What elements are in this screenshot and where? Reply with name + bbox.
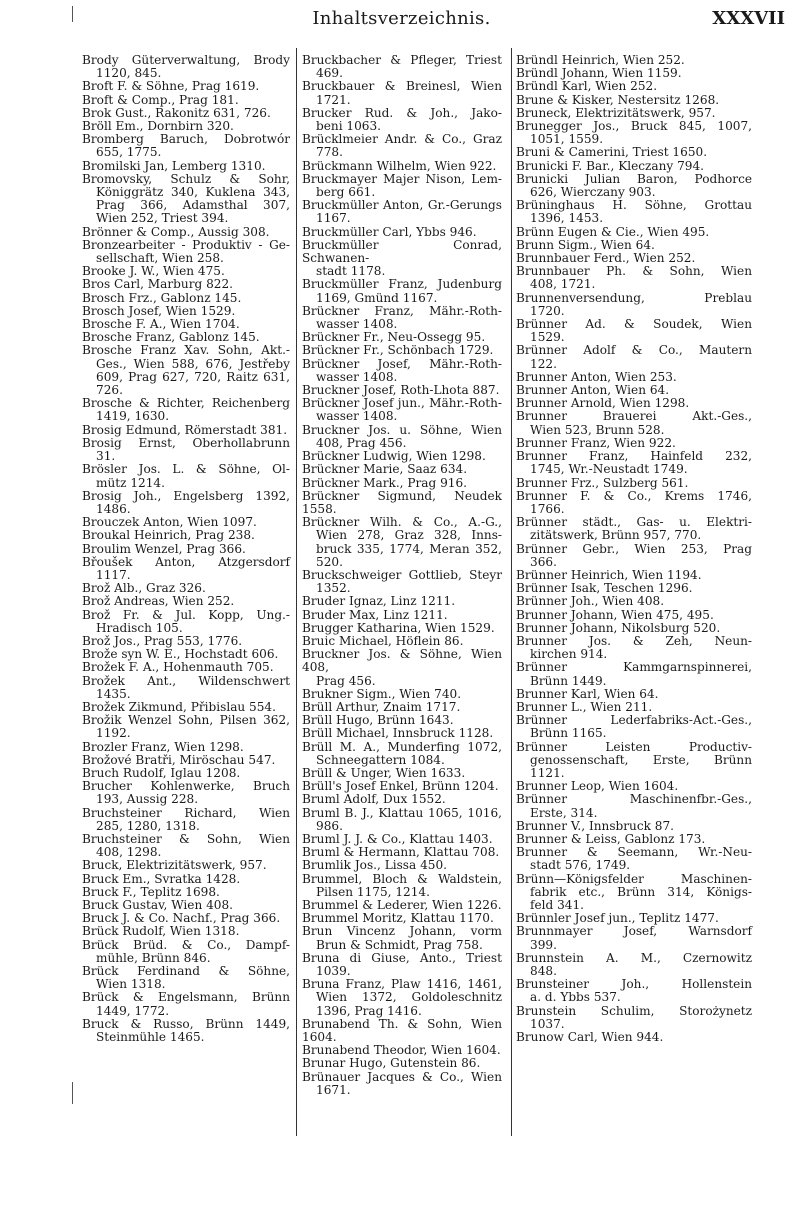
index-entry: Brünner städt., Gas- u. Elektri- <box>516 515 752 530</box>
index-entry-continuation: Brünn 1449. <box>530 673 607 688</box>
index-entry: Brunsteiner Joh., Hollenstein <box>516 977 752 992</box>
index-entry: Bruckbauer & Breinesl, Wien <box>302 79 502 94</box>
index-entry-continuation: beni 1063. <box>316 119 382 134</box>
index-entry: Brok Gust., Rakonitz 631, 726. <box>82 105 271 120</box>
index-entry: Bruchsteiner Richard, Wien <box>82 805 290 820</box>
index-entry: Bruck Gustav, Wien 408. <box>82 898 234 912</box>
index-entry-continuation: 1529. <box>530 330 565 345</box>
index-entry: Brüll Michael, Innsbruck 1128. <box>302 726 494 741</box>
index-entry-continuation: wasser 1408. <box>316 409 398 424</box>
index-entry-continuation: Erste, 314. <box>530 805 598 820</box>
index-entry: Bruchsteiner & Sohn, Wien <box>82 831 290 846</box>
index-entry: Bruneck, Elektrizitätswerk, 957. <box>516 105 716 120</box>
index-entry: Brunnmayer Josef, Warnsdorf <box>516 924 752 939</box>
index-entry-continuation: 1121. <box>530 765 565 780</box>
index-entry-continuation: 408, Prag 456. <box>316 435 407 450</box>
index-entry: Bruckmüller Anton, Gr.-Gerungs <box>302 198 502 213</box>
index-entry: Brückner Marie, Saaz 634. <box>302 462 468 477</box>
margin-mark <box>72 1082 73 1104</box>
index-entry: Bruckbacher & Pfleger, Triest <box>302 53 502 67</box>
index-entry: Bros Carl, Marburg 822. <box>82 277 234 292</box>
index-entry: Brückner Ludwig, Wien 1298. <box>302 449 486 464</box>
index-entry: Brönner & Comp., Aussig 308. <box>82 224 270 239</box>
index-entry: Broft F. & Söhne, Prag 1619. <box>82 79 260 94</box>
index-entry: Brune & Kisker, Nestersitz 1268. <box>516 92 720 107</box>
index-entry: Bruckmayer Majer Nison, Lem- <box>302 171 502 186</box>
index-entry: Bruckmüller Carl, Ybbs 946. <box>302 224 477 239</box>
index-entry: Bruckner Jos. u. Söhne, Wien <box>302 422 502 437</box>
index-entry: Brožek Zikmund, Přibislau 554. <box>82 699 276 714</box>
index-entry: Brucher Kohlenwerke, Bruch <box>82 779 290 794</box>
index-entry: Brun Vincenz Johann, vorm <box>302 924 502 939</box>
index-entry: Brünner Adolf & Co., Mautern <box>516 343 752 358</box>
index-entry: Brüll M. A., Munderfing 1072, <box>302 739 502 754</box>
index-entry: Brunner Karl, Wien 64. <box>516 686 659 701</box>
index-entry-continuation: 655, 1775. <box>96 145 162 160</box>
index-entry: Bruml B. J., Klattau 1065, 1016, <box>302 805 502 820</box>
index-entry: Brück & Engelsmann, Brünn <box>82 990 290 1005</box>
index-entry: Bruckmüller Conrad, Schwanen- <box>302 237 502 266</box>
index-entry: Brunner Arnold, Wien 1298. <box>516 396 690 411</box>
index-entry: Bruml & Hermann, Klattau 708. <box>302 845 500 860</box>
index-entry-continuation: 848. <box>530 964 557 979</box>
index-entry: Brunner F. & Co., Krems 1746, <box>516 488 752 503</box>
index-entry: Brunnstein A. M., Czernowitz <box>516 950 752 965</box>
index-entry-continuation: Wien 278, Graz 328, Inns- <box>316 528 502 543</box>
index-entry: Bruna Franz, Plaw 1416, 1461, <box>302 977 502 992</box>
index-entry: Brummel & Lederer, Wien 1226. <box>302 898 502 912</box>
index-entry-continuation: Wien 252, Triest 394. <box>96 211 229 226</box>
index-entry: Břoušek Anton, Atzgersdorf <box>82 554 290 569</box>
index-entry: Brunabend Theodor, Wien 1604. <box>302 1043 501 1058</box>
index-entry-continuation: 1037. <box>530 1016 565 1031</box>
index-entry: Brosch Josef, Wien 1529. <box>82 303 236 318</box>
index-entry-continuation: sellschaft, Wien 258. <box>96 251 224 266</box>
index-entry-continuation: 1720. <box>530 303 565 318</box>
index-entry: Brünn—Königsfelder Maschinen- <box>516 871 752 886</box>
index-entry: Brummel, Bloch & Waldstein, <box>302 871 502 886</box>
index-entry-continuation: 1766. <box>530 501 565 516</box>
index-entry: Brückner Wilh. & Co., A.-G., <box>302 515 502 530</box>
index-entry-continuation: genossenschaft, Erste, Brünn <box>530 752 752 767</box>
index-entry-continuation: 1192. <box>96 726 131 741</box>
index-entry: Bruml Adolf, Dux 1552. <box>302 792 446 807</box>
index-entry: Brunicki F. Bar., Kleczany 794. <box>516 158 705 173</box>
column-divider <box>296 48 297 1136</box>
index-entry: Brož Alb., Graz 326. <box>82 581 206 596</box>
index-entry-continuation: Brünn 1165. <box>530 726 607 741</box>
index-entry: Bruck, Elektrizitätswerk, 957. <box>82 858 267 873</box>
index-entry-continuation: 1169, Gmünd 1167. <box>316 290 438 305</box>
index-entry-continuation: 626, Wierczany 903. <box>530 185 656 200</box>
index-entry: Bründl Johann, Wien 1159. <box>516 66 682 81</box>
index-entry: Bruck Em., Svratka 1428. <box>82 871 241 886</box>
index-entry: Brüninghaus H. Söhne, Grottau <box>516 198 752 213</box>
index-entry: Brosche & Richter, Reichenberg <box>82 396 290 411</box>
index-entry: Brückner Fr., Neu-Ossegg 95. <box>302 330 486 345</box>
index-entry-continuation: 469. <box>316 66 343 81</box>
index-entry: Bruckner Jos. & Söhne, Wien 408, <box>302 647 502 675</box>
index-entry: Brosch Frz., Gablonz 145. <box>82 290 242 305</box>
index-entry-continuation: Prag 456. <box>316 673 376 688</box>
index-entry: Brooke J. W., Wien 475. <box>82 264 225 279</box>
margin-mark <box>72 6 73 22</box>
index-entry: Broulim Wenzel, Prag 366. <box>82 541 246 556</box>
index-entry-continuation: 1435. <box>96 686 131 701</box>
index-entry: Brunner Frz., Sulzberg 561. <box>516 475 689 490</box>
index-entry: Bromberg Baruch, Dobrotwór <box>82 132 290 147</box>
index-entry: Brunner Franz, Wien 922. <box>516 435 676 450</box>
index-entry: Brosche Franz, Gablonz 145. <box>82 330 260 345</box>
index-entry: Brunegger Jos., Bruck 845, 1007, <box>516 119 752 134</box>
index-entry: Brünner Maschinenfbr.-Ges., <box>516 792 752 807</box>
index-entry-continuation: Pilsen 1175, 1214. <box>316 884 430 899</box>
index-entry-continuation: a. d. Ybbs 537. <box>530 990 621 1005</box>
index-entry-continuation: 366. <box>530 554 557 569</box>
index-entry: Brückner Josef jun., Mähr.-Roth- <box>302 396 502 411</box>
index-entry: Brunner Franz, Hainfeld 232, <box>516 449 752 464</box>
index-entry: Bruckmüller Franz, Judenburg <box>302 277 502 292</box>
index-entry: Bruder Ignaz, Linz 1211. <box>302 594 456 609</box>
index-entry: Brunstein Schulim, Storożynetz <box>516 1003 752 1018</box>
index-entry: Bruder Max, Linz 1211. <box>302 607 448 622</box>
index-entry: Brugger Katharina, Wien 1529. <box>302 620 495 635</box>
index-entry: Bruna di Giuse, Anto., Triest <box>302 950 502 965</box>
index-entry: Bruck J. & Co. Nachf., Prag 366. <box>82 911 281 926</box>
index-entry: Brunow Carl, Wien 944. <box>516 1030 664 1045</box>
index-entry-continuation: Schneegattern 1084. <box>316 752 445 767</box>
index-entry-continuation: Brun & Schmidt, Prag 758. <box>316 937 483 952</box>
index-entry: Brunner L., Wien 211. <box>516 699 653 714</box>
index-entry: Brosig Ernst, Oberhollabrunn <box>82 435 290 450</box>
index-entry-continuation: mühle, Brünn 846. <box>96 950 211 965</box>
index-entry: Brož Andreas, Wien 252. <box>82 594 235 609</box>
index-entry: Brückner Franz, Mähr.-Roth- <box>302 303 502 318</box>
index-entry: Brunnbauer Ferd., Wien 252. <box>516 251 696 266</box>
index-entry-continuation: feld 341. <box>530 898 585 912</box>
index-entry: Bromovsky, Schulz & Sohr, <box>82 171 290 186</box>
index-column-2 <box>302 54 502 1097</box>
index-entry: Broft & Comp., Prag 181. <box>82 92 239 107</box>
index-entry: Brunner & Leiss, Gablonz 173. <box>516 831 706 846</box>
index-entry: Brückner Josef, Mähr.-Roth- <box>302 356 502 371</box>
index-entry: Brück Brüd. & Co., Dampf- <box>82 937 290 952</box>
index-entry-continuation: 1039. <box>316 964 351 979</box>
index-entry: Bründl Heinrich, Wien 252. <box>516 53 685 67</box>
index-entry-continuation: 1352. <box>316 581 351 596</box>
index-entry: Bruml J. J. & Co., Klattau 1403. <box>302 831 493 846</box>
index-entry: Brünner Lederfabriks-Act.-Ges., <box>516 713 752 728</box>
index-entry: Brože syn W. E., Hochstadt 606. <box>82 647 279 662</box>
index-entry: Brummel Moritz, Klattau 1170. <box>302 911 494 926</box>
index-entry-continuation: stadt 576, 1749. <box>530 858 631 873</box>
index-entry-continuation: 1396, 1453. <box>530 211 604 226</box>
index-entry: Brunner Leop, Wien 1604. <box>516 779 679 794</box>
index-entry: Brück Ferdinand & Söhne, <box>82 964 290 979</box>
index-entry: Brückner Mark., Prag 916. <box>302 475 468 490</box>
page-title: Inhaltsverzeichnis. <box>312 8 491 29</box>
column-divider <box>511 48 512 1136</box>
index-entry-continuation: Prag 366, Adamsthal 307, <box>96 198 290 213</box>
index-entry-continuation: Hradisch 105. <box>96 620 183 635</box>
index-entry: Brunner Johann, Nikolsburg 520. <box>516 620 721 635</box>
index-entry-continuation: 408, 1298. <box>96 845 162 860</box>
index-entry: Brünner Gebr., Wien 253, Prag <box>516 541 752 556</box>
index-entry: Brüll Arthur, Znaim 1717. <box>302 699 461 714</box>
index-entry-continuation: 1117. <box>96 567 131 582</box>
index-entry: Brukner Sigm., Wien 740. <box>302 686 462 701</box>
index-entry: Brünnler Josef jun., Teplitz 1477. <box>516 911 719 926</box>
index-entry-continuation: kirchen 914. <box>530 647 608 662</box>
index-entry: Brož Jos., Prag 553, 1776. <box>82 633 243 648</box>
index-entry: Brody Güterverwaltung, Brody <box>82 53 290 67</box>
index-entry: Bründl Karl, Wien 252. <box>516 79 658 94</box>
index-entry: Brosche Franz Xav. Sohn, Akt.- <box>82 343 290 358</box>
index-column-1 <box>82 54 290 1044</box>
index-entry: Bruckner Josef, Roth-Lhota 887. <box>302 383 500 398</box>
index-entry: Bruck F., Teplitz 1698. <box>82 884 220 899</box>
index-entry: Brosche F. A., Wien 1704. <box>82 317 240 332</box>
index-entry-continuation: Steinmühle 1465. <box>96 1030 205 1045</box>
index-entry-continuation: Königgrätz 340, Kuklena 343, <box>96 185 290 200</box>
index-entry: Brožek F. A., Hohenmauth 705. <box>82 660 274 675</box>
index-entry: Bruni & Camerini, Triest 1650. <box>516 145 708 160</box>
index-entry: Bruic Michael, Höflein 86. <box>302 633 464 648</box>
index-entry-continuation: 1167. <box>316 211 351 226</box>
index-entry: Brouczek Anton, Wien 1097. <box>82 515 257 530</box>
index-column-3 <box>516 54 752 1044</box>
index-entry-continuation: 1419, 1630. <box>96 409 170 424</box>
index-entry-continuation: wasser 1408. <box>316 317 398 332</box>
index-entry: Brunner Anton, Wien 253. <box>516 369 677 384</box>
index-entry: Brozler Franz, Wien 1298. <box>82 739 244 754</box>
index-entry-continuation: 609, Prag 627, 720, Raitz 631, <box>96 369 290 384</box>
index-entry: Brüll Hugo, Brünn 1643. <box>302 713 454 728</box>
page-number: XXXVII <box>712 8 785 29</box>
index-entry-continuation: 193, Aussig 228. <box>96 792 199 807</box>
index-entry-continuation: 1721. <box>316 92 351 107</box>
index-entry: Brünauer Jacques & Co., Wien <box>302 1069 502 1084</box>
index-entry: Brunner Anton, Wien 64. <box>516 383 670 398</box>
index-entry: Brüll & Unger, Wien 1633. <box>302 765 466 780</box>
index-entry-continuation: mütz 1214. <box>96 475 165 490</box>
index-entry-continuation: 1449, 1772. <box>96 1003 170 1018</box>
index-entry: Brunner Jos. & Zeh, Neun- <box>516 633 752 648</box>
index-entry: Brosig Joh., Engelsberg 1392, <box>82 488 290 503</box>
index-entry-continuation: Ges., Wien 588, 676, Jestřeby <box>96 356 290 371</box>
index-entry: Bromilski Jan, Lemberg 1310. <box>82 158 266 173</box>
index-entry: Brožové Bratři, Miröschau 547. <box>82 752 276 767</box>
index-entry-continuation: 399. <box>530 937 557 952</box>
index-entry: Brunicki Julian Baron, Podhorce <box>516 171 752 186</box>
index-entry: Brunn Sigm., Wien 64. <box>516 237 655 252</box>
index-entry-continuation: stadt 1178. <box>316 264 386 279</box>
index-entry: Brück Rudolf, Wien 1318. <box>82 924 240 939</box>
index-entry-continuation: Wien 1318. <box>96 977 166 992</box>
index-entry-continuation: 1120, 845. <box>96 66 162 81</box>
index-entry: Bruckschweiger Gottlieb, Steyr <box>302 567 502 582</box>
index-entry: Brunner & Seemann, Wr.-Neu- <box>516 845 752 860</box>
index-entry-continuation: 1396, Prag 1416. <box>316 1003 422 1018</box>
index-entry: Brunar Hugo, Gutenstein 86. <box>302 1056 481 1071</box>
index-entry: Brünner Ad. & Soudek, Wien <box>516 317 752 332</box>
index-entry-continuation: bruck 335, 1774, Meran 352, 520. <box>316 541 502 569</box>
index-entry: Brünner Leisten Productiv- <box>516 739 752 754</box>
index-entry-continuation: 31. <box>96 449 116 464</box>
index-entry-continuation: fabrik etc., Brünn 314, Königs- <box>530 884 752 899</box>
index-entry: Brösler Jos. L. & Söhne, Ol- <box>82 462 290 477</box>
index-entry-continuation: Wien 1372, Goldoleschnitz <box>316 990 502 1005</box>
index-entry: Brünn Eugen & Cie., Wien 495. <box>516 224 710 239</box>
index-entry: Brunner Johann, Wien 475, 495. <box>516 607 714 622</box>
index-entry: Brüll's Josef Enkel, Brünn 1204. <box>302 779 499 794</box>
index-entry: Brožik Wenzel Sohn, Pilsen 362, <box>82 713 290 728</box>
index-entry: Brucker Rud. & Joh., Jako- <box>302 105 502 120</box>
index-entry-continuation: 408, 1721. <box>530 277 596 292</box>
index-entry: Brunabend Th. & Sohn, Wien 1604. <box>302 1016 502 1045</box>
index-entry-continuation: 285, 1280, 1318. <box>96 818 200 833</box>
index-entry: Bronzearbeiter - Produktiv - Ge- <box>82 237 290 252</box>
index-entry: Brunnenversendung, Preblau <box>516 290 752 305</box>
index-entry: Brožek Ant., Wildenschwert <box>82 673 290 688</box>
index-entry: Brünner Kammgarnspinnerei, <box>516 660 752 675</box>
index-entry-continuation: 122. <box>530 356 557 371</box>
index-entry: Brosig Edmund, Römerstadt 381. <box>82 422 288 437</box>
index-entry-continuation: zitätswerk, Brünn 957, 770. <box>530 528 702 543</box>
index-entry: Brunner V., Innsbruck 87. <box>516 818 675 833</box>
index-entry-continuation: wasser 1408. <box>316 369 398 384</box>
index-entry: Bruch Rudolf, Iglau 1208. <box>82 765 241 780</box>
index-entry-continuation: 986. <box>316 818 343 833</box>
index-entry-continuation: 1745, Wr.-Neustadt 1749. <box>530 462 688 477</box>
index-entry: Brücklmeier Andr. & Co., Graz <box>302 132 502 147</box>
index-entry-continuation: 778. <box>316 145 343 160</box>
index-entry: Brumlik Jos., Lissa 450. <box>302 858 447 873</box>
index-entry: Broukal Heinrich, Prag 238. <box>82 528 255 543</box>
index-entry: Brückner Sigmund, Neudek 1558. <box>302 488 502 516</box>
index-entry: Brunnbauer Ph. & Sohn, Wien <box>516 264 752 279</box>
index-entry-continuation: 1051, 1559. <box>530 132 604 147</box>
index-entry: Bröll Em., Dornbirn 320. <box>82 119 234 134</box>
index-entry-continuation: berg 661. <box>316 185 376 200</box>
index-entry-continuation: 1671. <box>316 1082 351 1097</box>
index-entry: Brož Fr. & Jul. Kopp, Ung.- <box>82 607 290 622</box>
index-entry: Brünner Heinrich, Wien 1194. <box>516 567 702 582</box>
index-entry: Brückmann Wilhelm, Wien 922. <box>302 158 497 173</box>
index-entry: Brünner Joh., Wien 408. <box>516 594 665 609</box>
index-entry: Brückner Fr., Schönbach 1729. <box>302 343 494 358</box>
index-entry-continuation: 1486. <box>96 501 131 516</box>
index-entry: Brunner Brauerei Akt.-Ges., <box>516 409 752 424</box>
index-entry: Bruck & Russo, Brünn 1449, <box>82 1016 290 1031</box>
index-entry-continuation: 726. <box>96 383 123 398</box>
index-entry-continuation: Wien 523, Brunn 528. <box>530 422 665 437</box>
index-entry: Brünner Isak, Teschen 1296. <box>516 581 693 596</box>
